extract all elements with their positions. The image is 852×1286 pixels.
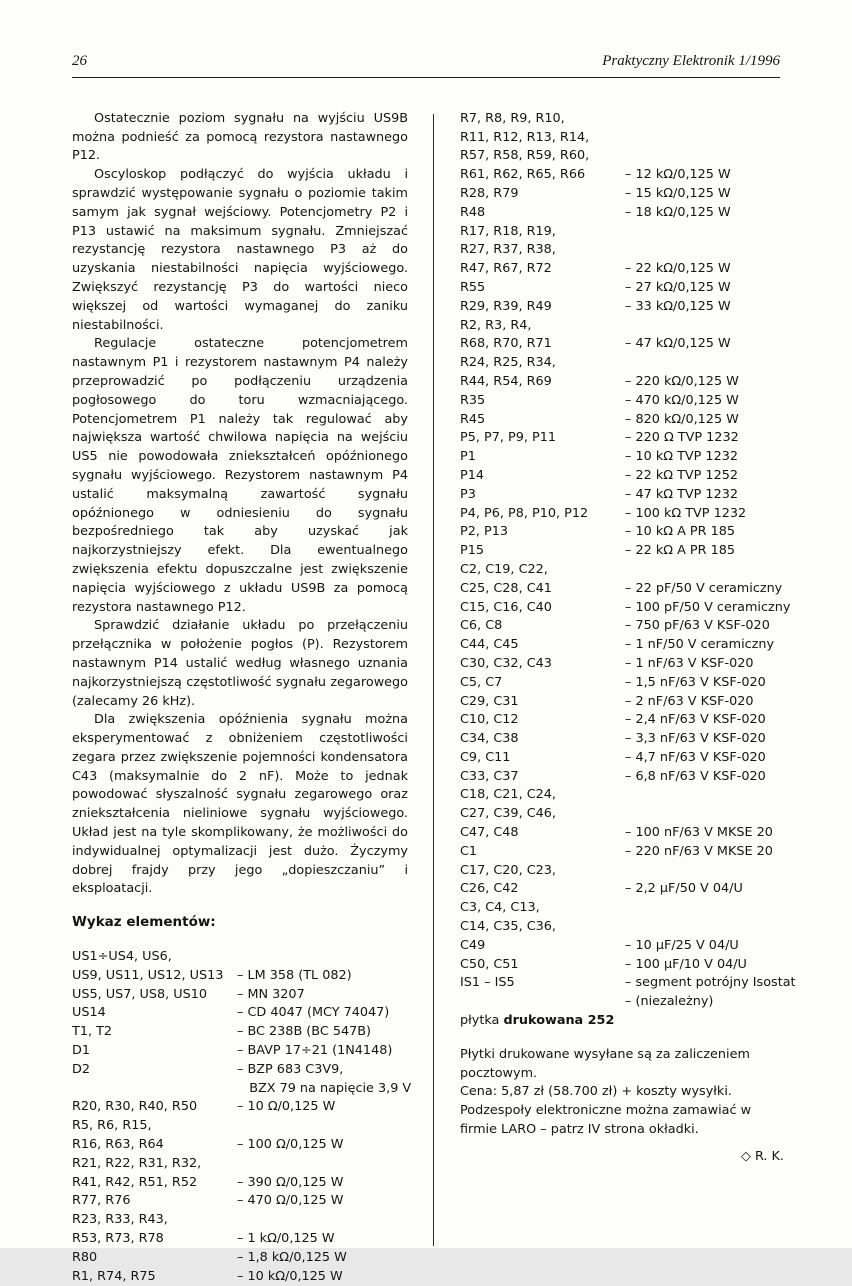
component-row [460, 147, 786, 166]
component-refs: C47, C48 [460, 825, 519, 841]
components-list-right [460, 110, 796, 1012]
component-value: – 2,4 nF/63 V KSF-020 [625, 712, 766, 728]
component-row [72, 1098, 408, 1117]
component-refs: C5, C7 [460, 674, 503, 690]
component-refs: C6, C8 [460, 618, 503, 634]
component-row [460, 429, 786, 448]
component-refs: C9, C11 [460, 749, 511, 765]
component-value: – 22 kΩ TVP 1252 [625, 467, 738, 483]
component-value: – 2 nF/63 V KSF-020 [625, 693, 754, 709]
component-value: – 100 nF/63 V MKSE 20 [625, 825, 773, 841]
component-row [72, 1192, 408, 1211]
components-heading: Wykaz elementów: [72, 914, 216, 931]
component-value: – 470 kΩ/0,125 W [625, 392, 739, 408]
ordering-paragraph: Płytki drukowane wysyłane są za zaliczeniem pocztowym. [460, 1046, 750, 1081]
component-value: – 220 kΩ/0,125 W [625, 373, 739, 389]
component-value: – 10 kΩ/0,125 W [237, 1268, 343, 1284]
component-value: – 100 pF/50 V ceramiczny [625, 599, 791, 615]
component-row [460, 655, 786, 674]
component-refs: D2 [72, 1061, 90, 1077]
component-row [460, 993, 786, 1012]
component-refs: C10, C12 [460, 712, 519, 728]
component-value: – BAVP 17÷21 (1N4148) [237, 1043, 393, 1059]
component-refs: C49 [460, 937, 486, 953]
component-value: – 10 kΩ A PR 185 [625, 524, 735, 540]
component-row [460, 937, 786, 956]
journal-title: Praktyczny Elektronik 1/1996 [602, 53, 780, 69]
component-refs: C3, C4, C13, [460, 900, 540, 916]
component-refs: P14 [460, 467, 485, 483]
component-row [460, 467, 786, 486]
component-value: – 12 kΩ/0,125 W [625, 167, 731, 183]
component-refs: P1 [460, 449, 476, 465]
two-column-layout [0, 78, 852, 1286]
component-row [460, 486, 786, 505]
component-row [460, 298, 786, 317]
component-row [460, 899, 786, 918]
component-row [72, 1023, 408, 1042]
component-refs: IS1 – IS5 [460, 975, 515, 991]
component-refs: R57, R58, R59, R60, [460, 148, 590, 164]
component-refs: R41, R42, R51, R52 [72, 1174, 198, 1190]
component-value: – 100 Ω/0,125 W [237, 1137, 344, 1153]
component-refs: C1 [460, 843, 478, 859]
component-refs: P3 [460, 486, 476, 502]
component-row [460, 354, 786, 373]
ordering-paragraph: Cena: 5,87 zł (58.700 zł) + koszty wysyłki. [460, 1084, 732, 1100]
right-column [460, 110, 796, 1286]
component-row [460, 636, 786, 655]
component-value: – 10 Ω/0,125 W [237, 1099, 336, 1115]
component-row [460, 956, 786, 975]
component-value: – 47 kΩ/0,125 W [625, 336, 731, 352]
component-refs: C44, C45 [460, 637, 519, 653]
component-refs: T1, T2 [72, 1024, 113, 1040]
paragraph: Regulacje ostateczne potencjometrem nastawnym P1 i rezystorem nastawnym P4 należy przeprowadzić po podłączeniu urządzenia pogłosowego do toru wzmacniającego. Potencjometrem P1 należy tak regulować aby największa wartość chwilowa napięcia na wejściu US5 nie powodowała zniekształceń opóźnionego sygnału wyjściowego. Rezystorem nastawnym P4 ustalić maksymalną zawartość sygnału opóźnionego w odniesieniu do sygnału bezpośredniego tak aby uzyskać jak najkorzystniejszy efekt. Dla ewentualnego zwiększenia efektu dopuszczalne jest zwiększenie napięcia wyjściowego z układu US9B za pomocą rezystora nastawnego P12. [72, 336, 408, 615]
component-refs: R7, R8, R9, R10, [460, 110, 565, 126]
component-row [72, 948, 408, 967]
component-refs: R55 [460, 279, 486, 295]
component-row [460, 749, 786, 768]
component-value: – 1 nF/50 V ceramiczny [625, 637, 775, 653]
component-value: – 100 kΩ TVP 1232 [625, 505, 747, 521]
component-refs: US1÷US4, US6, [72, 949, 172, 965]
component-row [460, 768, 786, 787]
component-row [72, 1136, 408, 1155]
component-refs: P15 [460, 543, 485, 559]
component-refs: D1 [72, 1043, 90, 1059]
component-value: – 100 µF/10 V 04/U [625, 956, 747, 972]
component-value: – 1,8 kΩ/0,125 W [237, 1249, 347, 1265]
component-refs: C14, C35, C36, [460, 919, 556, 935]
component-refs: US14 [72, 1005, 106, 1021]
component-value: – 3,3 nF/63 V KSF-020 [625, 731, 766, 747]
paragraph: Ostatecznie poziom sygnału na wyjściu US9B można podnieść za pomocą rezystora nastawnego P12. [72, 110, 408, 164]
component-row [460, 335, 786, 354]
component-value: – 2,2 µF/50 V 04/U [625, 881, 743, 897]
component-refs: R27, R37, R38, [460, 242, 556, 258]
component-refs: P2, P13 [460, 524, 508, 540]
component-value: – 470 Ω/0,125 W [237, 1193, 344, 1209]
component-row [460, 918, 786, 937]
component-value: – 18 kΩ/0,125 W [625, 204, 731, 220]
component-row [460, 185, 786, 204]
component-refs: R29, R39, R49 [460, 298, 552, 314]
component-refs: R48 [460, 204, 486, 220]
component-refs: C26, C42 [460, 881, 519, 897]
component-refs: C2, C19, C22, [460, 561, 548, 577]
component-value: – 1 kΩ/0,125 W [237, 1231, 335, 1247]
component-row [460, 561, 786, 580]
component-refs: R1, R74, R75 [72, 1268, 156, 1284]
component-row [72, 1230, 408, 1249]
component-value: – (niezależny) [625, 994, 714, 1010]
component-value: – LM 358 (TL 082) [237, 967, 352, 983]
components-list-left [72, 948, 412, 1286]
paragraph: Oscyloskop podłączyć do wyjścia układu i sprawdzić występowanie sygnału o poziomie takim samym jak sygnał wejściowy. Potencjometry P2 i P13 ustawić na maksimum sygnału. Zmniejszać rezystancję rezystora nastawnego P3 aż do uzyskania niestabilności napięcia wyjściowego. Zwiększyć rezystancję P3 do wartości nieco większej od wartości wymaganej do zaniku niestabilności. [72, 167, 408, 333]
component-row [72, 1174, 408, 1193]
component-row [72, 1042, 408, 1061]
component-refs: C29, C31 [460, 693, 519, 709]
component-row [460, 279, 786, 298]
component-value: BZX 79 na napięcie 3,9 V [237, 1080, 412, 1096]
component-refs: R20, R30, R40, R50 [72, 1099, 198, 1115]
component-row [460, 542, 786, 561]
component-row [72, 1080, 412, 1099]
component-refs: R17, R18, R19, [460, 223, 556, 239]
component-row [460, 974, 796, 993]
component-row [460, 730, 786, 749]
component-value: – 220 Ω TVP 1232 [625, 430, 739, 446]
component-row [460, 824, 786, 843]
component-row [460, 223, 786, 242]
component-refs [72, 1080, 237, 1099]
page-header [0, 0, 852, 77]
component-refs: R44, R54, R69 [460, 373, 552, 389]
component-refs: R80 [72, 1249, 98, 1265]
component-refs: C25, C28, C41 [460, 580, 552, 596]
component-row [460, 862, 786, 881]
component-value: – 1 nF/63 V KSF-020 [625, 655, 754, 671]
component-row [72, 1211, 408, 1230]
component-refs: C30, C32, C43 [460, 655, 552, 671]
component-row [72, 1268, 408, 1286]
component-row [460, 693, 786, 712]
component-refs: US9, US11, US12, US13 [72, 967, 224, 983]
component-row [460, 580, 786, 599]
component-refs: P4, P6, P8, P10, P12 [460, 505, 589, 521]
component-value: – 22 pF/50 V ceramiczny [625, 580, 783, 596]
component-refs: C27, C39, C46, [460, 806, 556, 822]
component-refs: R35 [460, 392, 486, 408]
component-refs: R47, R67, R72 [460, 261, 552, 277]
component-value: – 220 nF/63 V MKSE 20 [625, 843, 773, 859]
component-refs: R23, R33, R43, [72, 1212, 168, 1228]
component-refs: R53, R73, R78 [72, 1231, 164, 1247]
component-row [460, 448, 786, 467]
component-row [460, 110, 786, 129]
component-row [460, 599, 791, 618]
component-refs: R24, R25, R34, [460, 355, 556, 371]
pcb-line-normal: płytka [460, 1013, 504, 1029]
component-value: – 10 kΩ TVP 1232 [625, 449, 738, 465]
component-value: – 4,7 nF/63 V KSF-020 [625, 749, 766, 765]
component-value: – BZP 683 C3V9, [237, 1061, 344, 1077]
component-row [72, 1249, 408, 1268]
component-refs: R21, R22, R31, R32, [72, 1155, 202, 1171]
component-row [460, 523, 786, 542]
component-row [460, 711, 786, 730]
component-refs: R5, R6, R15, [72, 1118, 152, 1134]
author-signature: ◇ R. K. [741, 1148, 784, 1164]
paragraph: Sprawdzić działanie układu po przełączeniu przełącznika w położenie pogłos (P). Rezystorem nastawnym P14 ustalić według własnego uznania najkorzystniejszą częstotliwość sygnału zegarowego (zalecamy 26 kHz). [72, 618, 408, 709]
paragraph: Dla zwiększenia opóźnienia sygnału można eksperymentować z obniżeniem częstotliwości zegara przez zwiększenie pojemności kondensatora C43 (maksymalnie do 2 nF). Może to jednak powodować słyszalność sygnału zegarowego oraz zniekształcenia nieliniowe sygnału wyjściowego. Układ jest na tyle skomplikowany, że możliwości do indywidualnej optymalizacji jest dużo. Życzymy dobrej frajdy przy jego „dopieszczaniu” i eksploatacji. [72, 712, 408, 897]
component-refs: R16, R63, R64 [72, 1137, 164, 1153]
component-value: – 33 kΩ/0,125 W [625, 298, 731, 314]
component-refs: R45 [460, 411, 486, 427]
component-value: – 750 pF/63 V KSF-020 [625, 618, 770, 634]
component-row [460, 317, 786, 336]
component-row [460, 129, 786, 148]
component-refs: C50, C51 [460, 956, 519, 972]
component-row [72, 1155, 408, 1174]
component-value: – 47 kΩ TVP 1232 [625, 486, 738, 502]
component-row [460, 260, 786, 279]
component-refs: C18, C21, C24, [460, 787, 556, 803]
component-refs: R11, R12, R13, R14, [460, 129, 590, 145]
component-refs: R77, R76 [72, 1193, 131, 1209]
component-refs [460, 993, 625, 1012]
component-refs: R2, R3, R4, [460, 317, 532, 333]
component-refs: US5, US7, US8, US10 [72, 986, 208, 1002]
component-value: – 390 Ω/0,125 W [237, 1174, 344, 1190]
component-value: – 10 µF/25 V 04/U [625, 937, 739, 953]
component-refs: C17, C20, C23, [460, 862, 556, 878]
ordering-info [460, 1046, 786, 1140]
component-row [460, 373, 786, 392]
component-refs: R61, R62, R65, R66 [460, 167, 586, 183]
component-value: – BC 238B (BC 547B) [237, 1024, 372, 1040]
ordering-paragraph: Podzespoły elektroniczne można zamawiać w firmie LARO – patrz IV strona okładki. [460, 1103, 752, 1138]
component-value: – MN 3207 [237, 986, 305, 1002]
component-value: – 1,5 nF/63 V KSF-020 [625, 674, 766, 690]
component-refs: P5, P7, P9, P11 [460, 430, 556, 446]
component-value: – 820 kΩ/0,125 W [625, 411, 739, 427]
component-row [460, 204, 786, 223]
component-row [460, 505, 786, 524]
component-refs: C33, C37 [460, 768, 519, 784]
component-refs: R68, R70, R71 [460, 336, 552, 352]
component-row [460, 786, 786, 805]
component-row [72, 967, 408, 986]
component-row [460, 843, 786, 862]
component-row [72, 1117, 408, 1136]
component-value: – 27 kΩ/0,125 W [625, 279, 731, 295]
component-row [460, 617, 786, 636]
component-value: – CD 4047 (MCY 74047) [237, 1005, 390, 1021]
column-divider [433, 114, 434, 1247]
component-row [460, 880, 786, 899]
component-value: – 6,8 nF/63 V KSF-020 [625, 768, 766, 784]
component-row [460, 392, 786, 411]
component-row [460, 166, 786, 185]
left-column [72, 110, 412, 1286]
component-row [460, 241, 786, 260]
pcb-line [460, 1012, 786, 1031]
component-row [460, 411, 786, 430]
component-value: – 22 kΩ A PR 185 [625, 543, 735, 559]
component-refs: C15, C16, C40 [460, 599, 552, 615]
component-refs: R28, R79 [460, 185, 519, 201]
component-value: – 22 kΩ/0,125 W [625, 261, 731, 277]
component-value: – segment potrójny Isostat [625, 975, 796, 991]
component-row [72, 1004, 408, 1023]
component-row [72, 986, 408, 1005]
page-number: 26 [72, 53, 87, 69]
component-row [460, 674, 786, 693]
component-value: – 15 kΩ/0,125 W [625, 185, 731, 201]
pcb-line-bold: drukowana 252 [503, 1013, 615, 1029]
component-row [72, 1061, 408, 1080]
body-paragraphs [72, 110, 408, 899]
component-row [460, 805, 786, 824]
component-refs: C34, C38 [460, 731, 519, 747]
